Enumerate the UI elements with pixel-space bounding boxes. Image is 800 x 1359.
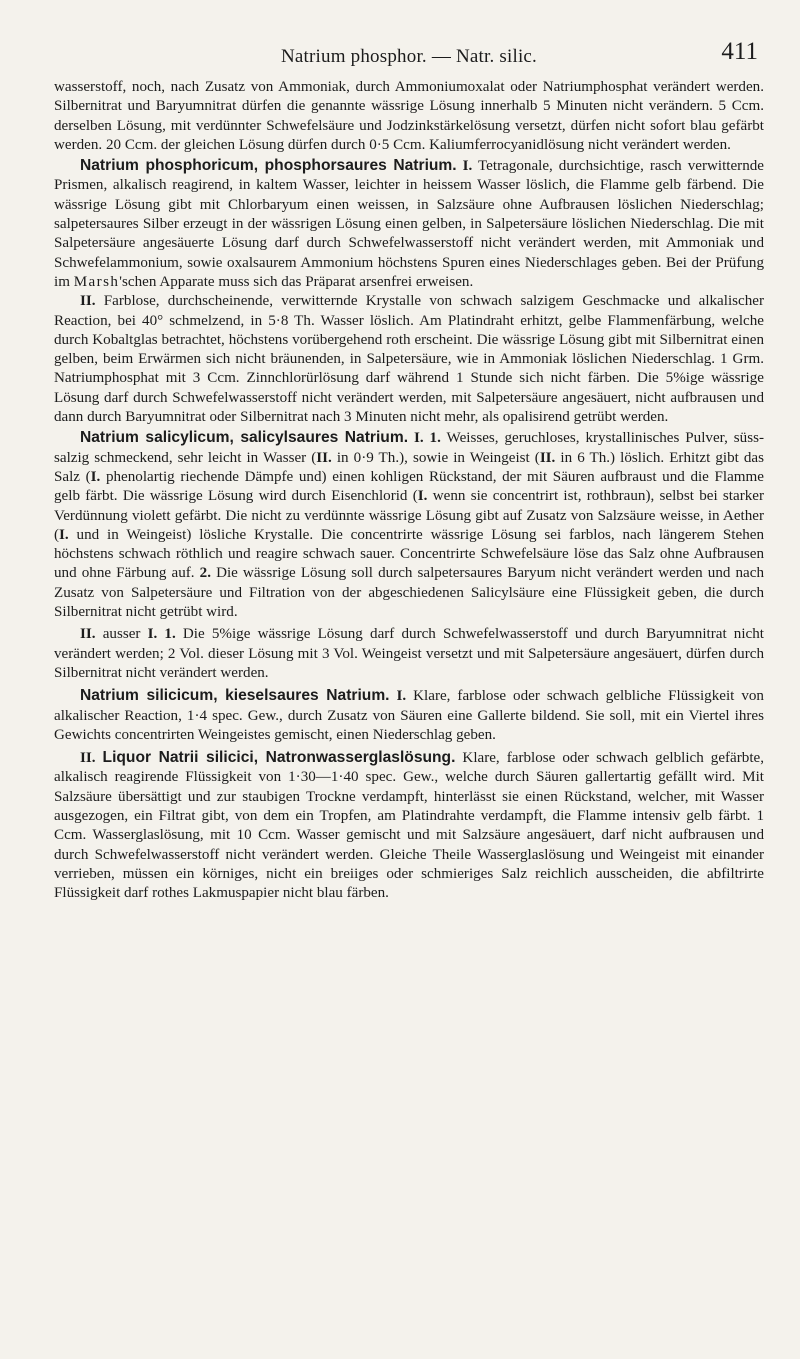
section-marker: I. xyxy=(462,158,473,175)
entry-title: Natrium phosphoricum, phosphorsaures Natrium. xyxy=(80,157,457,175)
text-run xyxy=(96,750,103,766)
paragraph-continuation xyxy=(54,78,764,155)
text-run: wasserstoff, noch, nach Zusatz von Ammoniak, durch Ammoniumoxalat oder Natriumphosphat verändert werden. Silbernitrat und Baryumnitrat dürfen die genannte wässrige Lösung innerhalb 5 Minuten nicht verändern. 5 Ccm. derselben Lösung, mit verdünnter Schwefelsäure und Jodzinkstärkelösung versetzt, dürfen nicht sofort blau gefärbt werden. 20 Ccm. der gleichen Lösung dürfen durch 0·5 Ccm. Kaliumferrocyanidlösung nicht verändert werden. xyxy=(54,79,764,153)
text-run: Die 5%ige wässrige Lösung darf durch Schwefelwasserstoff und durch Baryumnitrat nicht verändert werden; 2 Vol. dieser Lösung mit 3 Vol. Weingeist versetzt und mit Salpetersäure angesäuert, dürfen durch Silbernitrat nicht verändert werden. xyxy=(54,626,764,681)
text-run xyxy=(390,688,397,704)
entry-title: Natrium salicylicum, salicylsaures Natrium. xyxy=(80,429,409,447)
entry-natrium-salicylicum xyxy=(54,428,764,622)
text-run: Die wässrige Lösung soll durch salpetersaures Baryum nicht verändert werden und nach Zusatz von Salpetersäure und Filtration von der abgeschiedenen Salicylsäure eine Flüssigkeit geben, die durch Silbernitrat nicht getrübt wird. xyxy=(54,565,764,621)
text-run: ausser xyxy=(95,626,148,643)
section-marker: I. xyxy=(417,488,428,505)
text-run: Farblose, durchscheinende, verwitternde Krystalle von schwach salzigem Geschmacke und alkalischer Reaction, bei 40° schmelzend, in 5·8 Th. Wasser löslich. Am Platindraht erhitzt, gelbe Flammenfärbung, welche durch Kobaltglas betrachtet, höchstens vorübergehend roth erscheint. Die wässrige Lösung gibt mit Silbernitrat einen gelben, beim Erwärmen sich nicht bräunenden, in Salpetersäure, wie in Ammoniak löslichen Niederschlag. 1 Grm. Natriumphosphat mit 3 Ccm. Zinnchlorürlösung darf während 1 Stunde sich nicht färben. Die 5%ige wässrige Lösung darf durch Schwefelwasserstoff nicht verändert werden, mit Salpetersäure angesäuert, nicht aufbrausen und dann durch Baryumnitrat oder Silbernitrat nach 3 Minuten nicht mehr, als opalisirend getrübt werden. xyxy=(54,293,764,426)
paragraph-natrium-salicylicum-ii xyxy=(54,625,764,683)
entry-liquor-natrii-silicici xyxy=(54,748,764,903)
text-run: und in Weingeist) lösliche Krystalle. Die concentrirte wässrige Lösung sei farblos, nach längerem Stehen höchstens schwach röthlich und reagire schwach sauer. Concentrirte Schwefelsäure löse das Salz ohne Aufbrausen und ohne Färbung auf. xyxy=(54,526,764,582)
running-head: Natrium phosphor. — Natr. silic. xyxy=(280,46,538,67)
section-marker: II. xyxy=(80,750,96,767)
spaced-name: Marsh xyxy=(73,273,120,290)
section-marker: I. xyxy=(396,688,407,705)
section-marker: II. xyxy=(80,626,96,643)
text-run: Klare, farblose oder schwach gelbliche Flüssigkeit von alkalischer Reaction, 1·4 spec. Gew., durch Zusatz von Säuren eine Gallerte bildend. Sie soll, mit ein Viertel ihres Gewichts concentrirten Weingeistes gemischt, einen Niederschlag geben. xyxy=(54,688,764,743)
text-run: phenolartig riechende Dämpfe und) einen kohligen Rückstand, der mit Säuren aufbraust und die Flamme gelb färbt. Die wässrige Lösung wird durch Eisenchlorid ( xyxy=(54,468,764,505)
entry-natrium-silicicum xyxy=(54,686,764,745)
body-text xyxy=(54,78,764,903)
entry-natrium-phosphoricum xyxy=(54,156,764,292)
section-marker: II. xyxy=(80,293,96,310)
text-run: in 0·9 Th.), sowie in Weingeist ( xyxy=(331,449,540,466)
entry-title: Natrium silicicum, kieselsaures Natrium. xyxy=(80,687,390,705)
section-marker: II. xyxy=(539,449,556,466)
entry-title: Liquor Natrii silicici, Natronwasserglaslösung. xyxy=(102,749,456,767)
paragraph-natrium-phosphoricum-ii xyxy=(54,292,764,427)
section-marker: 2. xyxy=(199,565,211,582)
text-run: Tetragonale, durchsichtige, rasch verwitternde Prismen, alkalisch reagirend, in kaltem Wasser, leichter in heissem Wasser löslich, die Flamme gelb färbend. Die wässrige Lösung gibt mit Chlorbaryum einen weissen, in Salzsäure ohne Aufbrausen löslichen Niederschlag; salpetersaures Silber erzeugt in der wässrigen Lösung einen gelben, in Salpetersäure löslichen Niederschlag. Die mit Salpetersäure angesäuerte Lösung darf durch Schwefelwasserstoff nicht verändert werden, mit Ammoniak und Schwefelammonium, sowie oxalsaurem Ammonium höchstens Spuren eines Niederschlages geben. Bei der Prüfung im xyxy=(54,158,764,290)
section-marker: II. xyxy=(316,449,332,466)
section-marker: I. xyxy=(90,468,101,485)
section-marker: I. 1. xyxy=(413,430,441,447)
page-number: 411 xyxy=(721,38,758,65)
text-run: in 6 Th.) löslich. Erhitzt gibt das Salz ( xyxy=(54,449,764,485)
text-run: 'schen Apparate muss sich das Präparat arsenfrei erweisen. xyxy=(119,273,474,290)
page-header xyxy=(54,38,764,78)
text-run: Weisses, geruchloses, krystallinisches Pulver, süss-salzig schmeckend, sehr leicht in Wasser ( xyxy=(54,430,764,466)
section-marker: I. 1. xyxy=(147,626,176,643)
section-marker: I. xyxy=(59,526,69,543)
text-run: Klare, farblose oder schwach gelblich gefärbte, alkalisch reagirende Flüssigkeit von 1·30—1·40 spec. Gew., welche durch Säuren gallertartig gefällt wird. Mit Salzsäure übersättigt und zur staubigen Trockne verdampft, hinterlässt sie einen Rückstand, welcher, mit Wasser ausgezogen, ein Filtrat gibt, von dem ein Tropfen, am Platindrahte verdampft, die Flamme intensiv gelb färbt. 1 Ccm. Wasserglaslösung, mit 10 Ccm. Wasser gemischt und mit Salzsäure angesäuert, darf nicht aufbrausen und durch Schwefelwasserstoff nicht verändert werden. Gleiche Theile Wasserglaslösung und Weingeist mit einander verrieben, müssen ein körniges, nicht ein breiiges oder schmieriges Salz reichlich ausscheiden, die abfiltrirte Flüssigkeit darf rothes Lakmuspapier nicht blau färben. xyxy=(54,750,764,902)
text-run: wenn sie concentrirt ist, rothbraun), selbst bei starker Verdünnung violett gefärbt. Die nicht zu verdünnte wässrige Lösung gibt auf Zusatz von Salzsäure weisse, in Aether ( xyxy=(54,488,764,543)
